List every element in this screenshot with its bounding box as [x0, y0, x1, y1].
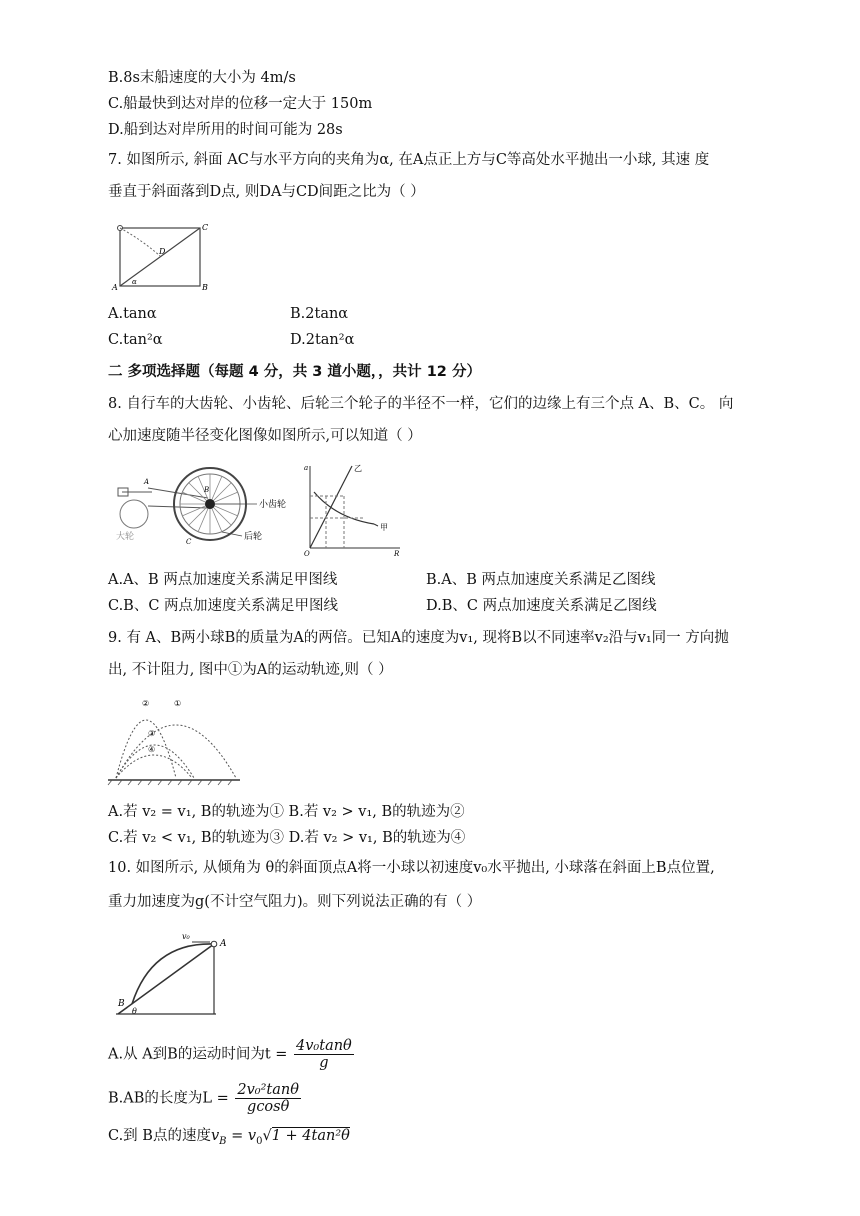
label-d: D — [159, 247, 166, 256]
q8-option-a: A.A、B 两点加速度关系满足甲图线 — [108, 572, 338, 588]
origin: O — [304, 550, 310, 558]
label-v0: v₀ — [182, 932, 190, 941]
q9-options-row2: C.若 v₂ < v₁, B的轨迹为③ D.若 v₂ > v₁, B的轨迹为④ — [108, 830, 466, 846]
q8-option-c: C.B、C 两点加速度关系满足甲图线 — [108, 598, 339, 614]
label-a: A — [144, 478, 150, 486]
label-theta: θ — [132, 1007, 137, 1016]
traj-label-1: ① — [174, 699, 182, 708]
q9-stem-line2: 出, 不计阻力, 图中①为A的运动轨迹,则（ ） — [108, 662, 393, 678]
traj-label-2: ② — [142, 699, 150, 708]
q6-option-d: D.船到达对岸所用的时间可能为 28s — [108, 122, 343, 138]
label-b: B — [204, 486, 210, 494]
q7-option-b: B.2tanα — [290, 306, 349, 322]
q8-option-d: D.B、C 两点加速度关系满足乙图线 — [426, 598, 657, 614]
q10-stem-line1: 10. 如图所示, 从倾角为 θ的斜面顶点A将一小球以初速度v₀水平抛出, 小球落在斜面上B点位置, — [108, 860, 715, 876]
label-big-wheel: 大轮 — [116, 532, 135, 542]
q9-trajectory-figure — [106, 692, 242, 786]
q7-option-d: D.2tan²α — [290, 332, 355, 348]
q10-option-c-text: C.到 B点的速度 — [108, 1128, 211, 1144]
q10-option-b-text: B.AB的长度为L = — [108, 1090, 229, 1107]
q9-stem-line1: 9. 有 A、B两小球B的质量为A的两倍。已知A的速度为v₁, 现将B以不同速率v₂沿与v₁同一 方向抛 — [108, 630, 729, 646]
q6-option-b: B.8s末船速度的大小为 4m/s — [108, 70, 296, 86]
q9-options-row1: A.若 v₂ = v₁, B的轨迹为① B.若 v₂ > v₁, B的轨迹为② — [108, 804, 465, 820]
label-yi: 乙 — [354, 464, 362, 473]
traj-label-4: ④ — [148, 745, 156, 754]
q8-stem-line2: 心加速度随半径变化图像如图所示,可以知道（ ） — [108, 428, 422, 444]
label-c: C — [202, 223, 209, 232]
label-b: B — [202, 283, 208, 292]
q10-option-b — [108, 1082, 301, 1115]
label-alpha: α — [132, 278, 137, 286]
label-c: C — [186, 538, 192, 546]
q10-stem-line2: 重力加速度为g(不计空气阻力)。则下列说法正确的有（ ） — [108, 894, 482, 910]
label-small-gear: 小齿轮 — [259, 500, 287, 510]
q10-option-a-fraction: $\frac{\text{4v₀tanθ}}{g}$ — [296, 1038, 352, 1071]
q8-stem-line1: 8. 自行车的大齿轮、小齿轮、后轮三个轮子的半径不一样，它们的边缘上有三个点 A、B、C。 向 — [108, 396, 734, 412]
q10-option-a-text: A.从 A到B的运动时间为t = — [108, 1046, 288, 1063]
q6-option-c: C.船最快到达对岸的位移一定大于 150m — [108, 96, 373, 112]
axis-a: a — [304, 464, 309, 472]
label-rear-wheel: 后轮 — [244, 532, 263, 542]
q8-option-b: B.A、B 两点加速度关系满足乙图线 — [426, 572, 656, 588]
label-b: B — [118, 999, 125, 1009]
q7-incline-figure — [112, 220, 212, 292]
q10-option-a — [108, 1038, 354, 1071]
q7-option-a: A.tanα — [108, 306, 157, 322]
q7-stem-line2: 垂直于斜面落到D点, 则DA与CD间距之比为（ ） — [108, 184, 425, 200]
q8-bicycle-figure — [112, 462, 402, 558]
q10-incline-figure — [112, 928, 236, 1018]
axis-r: R — [394, 550, 400, 558]
label-a: A — [220, 939, 227, 949]
section-heading: 二 多项选择题（每题 4 分，共 3 道小题，，共计 12 分） — [108, 364, 481, 380]
q10-option-c: C.到 B点的速度$v_B = v_0√1 + 4\tan^2\theta$ — [108, 1128, 350, 1147]
q7-option-c: C.tan²α — [108, 332, 163, 348]
q10-option-b-fraction: $\frac{\text{2v₀²tanθ}}{gcos\theta}$ — [237, 1082, 299, 1115]
q7-stem-line1: 7. 如图所示, 斜面 AC与水平方向的夹角为α, 在A点正上方与C等高处水平抛出一小球, 其速 度 — [108, 152, 710, 168]
traj-label-3: ③ — [148, 729, 156, 738]
label-jia: 甲 — [380, 523, 388, 532]
label-a: A — [112, 283, 118, 292]
